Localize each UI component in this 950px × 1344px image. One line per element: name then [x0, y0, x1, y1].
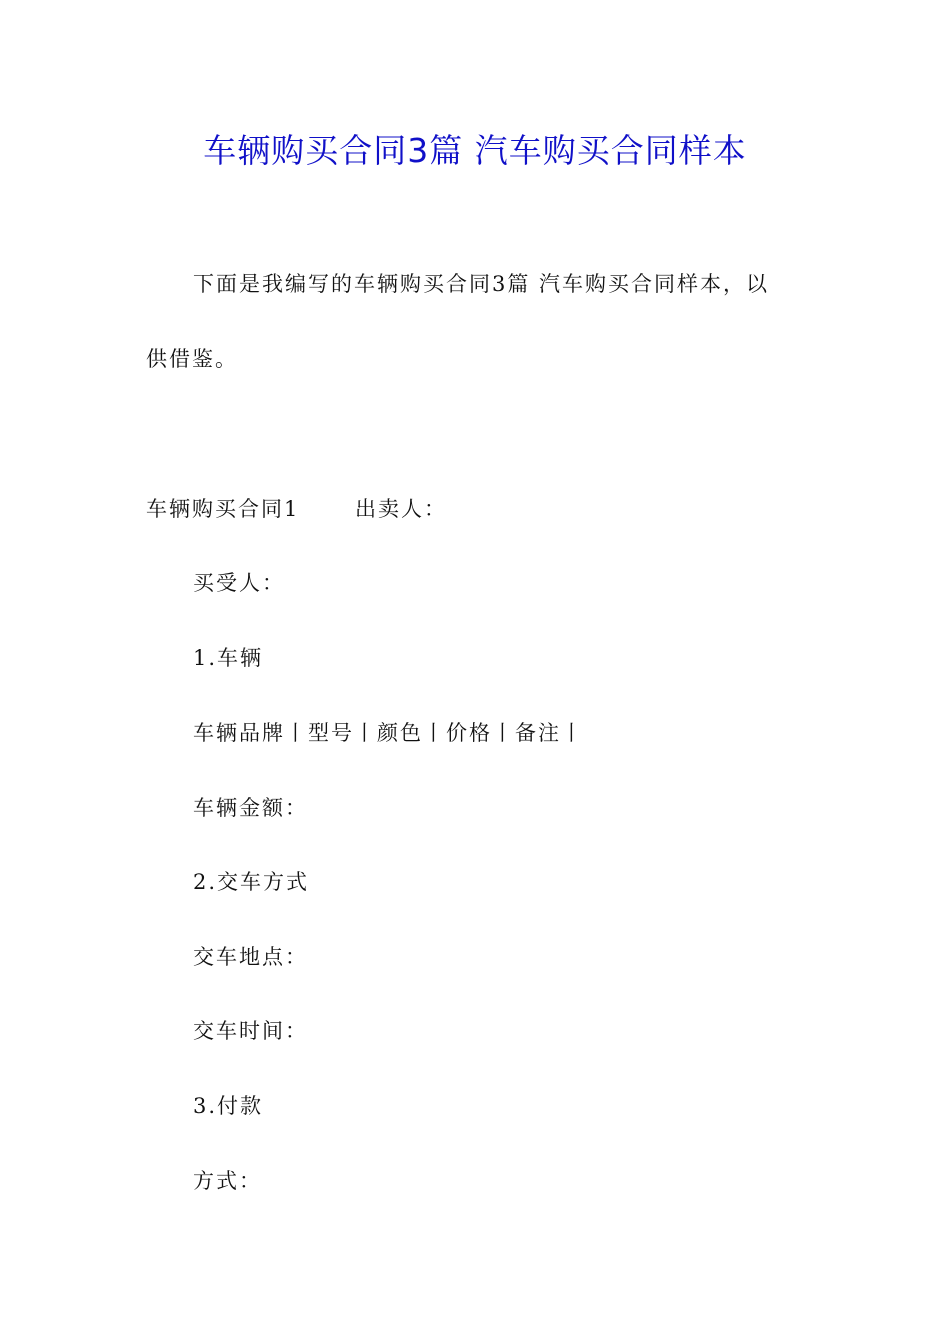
payment-method-label: 方式：	[193, 1169, 262, 1193]
vehicle-amount-label: 车辆金额：	[193, 796, 308, 820]
section-1-heading: 1.车辆	[193, 646, 264, 670]
document-title: 车辆购买合同3篇 汽车购买合同样本	[203, 131, 747, 170]
section-3-heading: 3.付款	[193, 1094, 264, 1118]
contract-heading: 车辆购买合同1	[146, 497, 300, 521]
section-2-heading: 2.交车方式	[193, 870, 310, 894]
buyer-label: 买受人：	[193, 571, 285, 595]
intro-paragraph-line-1: 下面是我编写的车辆购买合同3篇 汽车购买合同样本，以	[193, 272, 770, 296]
intro-paragraph-line-2: 供借鉴。	[146, 347, 238, 371]
delivery-time-label: 交车时间：	[193, 1019, 308, 1043]
vehicle-table-row: 车辆品牌丨型号丨颜色丨价格丨备注丨	[193, 721, 584, 745]
seller-label: 出卖人：	[355, 497, 447, 521]
delivery-place-label: 交车地点：	[193, 945, 308, 969]
